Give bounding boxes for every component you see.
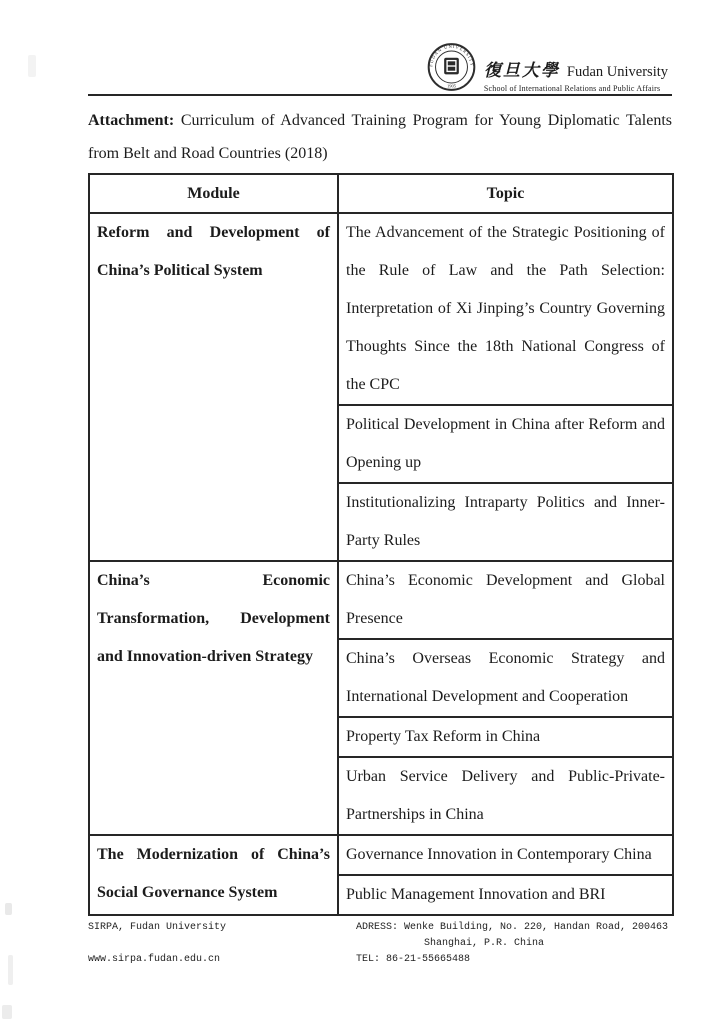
footer-telephone: TEL: 86-21-55665488 <box>356 954 471 965</box>
university-name-chinese: 復旦大學 <box>483 61 560 80</box>
topic-cell: The Advancement of the Strategic Positioning of the Rule of Law and the Path Selection: Interpretation of Xi Jinping’s Country Governing Thoughts Since the 18th National Congress of the CPC <box>338 213 673 405</box>
topic-column-header: Topic <box>338 174 673 213</box>
scan-artifact <box>28 55 36 77</box>
module-column-header: Module <box>89 174 338 213</box>
topic-cell: China’s Overseas Economic Strategy and International Development and Cooperation <box>338 639 673 717</box>
topic-cell: Political Development in China after Reform and Opening up <box>338 405 673 483</box>
fudan-university-seal-icon <box>427 42 476 92</box>
table-row <box>89 561 673 639</box>
school-name: School of International Relations and Public Affairs <box>483 84 661 93</box>
scan-artifact <box>2 1005 12 1019</box>
topic-cell: Public Management Innovation and BRI <box>338 875 673 915</box>
curriculum-table <box>88 173 674 916</box>
university-name-line <box>484 56 668 81</box>
footer-right <box>356 920 672 968</box>
scan-artifact <box>8 955 13 985</box>
attachment-paragraph <box>88 104 672 170</box>
seal-ring-text: FUDAN UNIVERSITY <box>428 43 475 68</box>
topic-cell: Institutionalizing Intraparty Politics and Inner-Party Rules <box>338 483 673 561</box>
footer-website: www.sirpa.fudan.edu.cn <box>88 954 221 965</box>
module-cell: China’s Economic Transformation, Development and Innovation-driven Strategy <box>89 561 338 835</box>
table-row <box>89 835 673 875</box>
university-brand <box>427 42 668 93</box>
footer-organization: SIRPA, Fudan University <box>88 922 227 933</box>
module-cell: Reform and Development of China’s Political System <box>89 213 338 561</box>
seal-year-text: 1905 <box>446 83 456 89</box>
topic-cell: Property Tax Reform in China <box>338 717 673 757</box>
topic-cell: China’s Economic Development and Global Presence <box>338 561 673 639</box>
topic-cell: Governance Innovation in Contemporary China <box>338 835 673 875</box>
university-name-english: Fudan University <box>566 64 668 80</box>
module-cell: The Modernization of China’s Social Governance System <box>89 835 338 915</box>
footer-address-line2: Shanghai, P.R. China <box>424 938 545 949</box>
table-row <box>89 213 673 405</box>
curriculum-table-body <box>89 213 673 915</box>
brand-text <box>484 56 668 93</box>
topic-cell: Urban Service Delivery and Public-Private-Partnerships in China <box>338 757 673 835</box>
attachment-label: Attachment: <box>88 112 175 129</box>
page-footer <box>88 920 672 968</box>
footer-address-line1: ADRESS: Wenke Building, No. 220, Handan Road, 200463 <box>356 922 669 933</box>
scan-artifact <box>5 903 12 915</box>
table-header-row <box>89 174 673 213</box>
attachment-title: Curriculum of Advanced Training Program for Young Diplomatic Talents from Belt and Road Countries (2018) <box>88 112 672 162</box>
document-page <box>88 0 672 968</box>
letterhead <box>88 0 672 96</box>
footer-left <box>88 920 226 968</box>
